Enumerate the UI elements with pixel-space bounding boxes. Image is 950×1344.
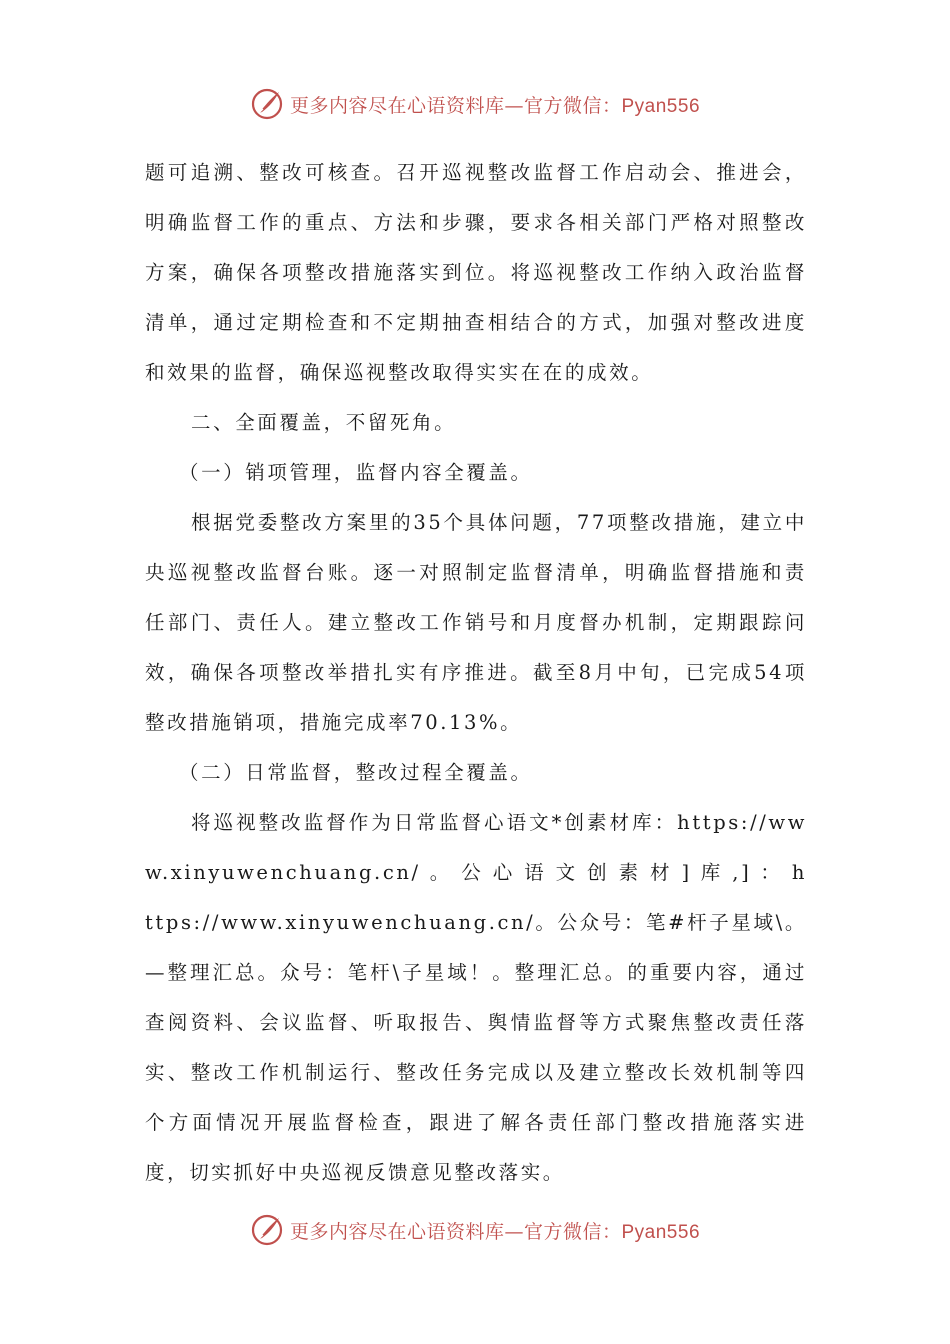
quill-logo-icon <box>250 87 284 121</box>
subsection-heading-2-1: （一）销项管理，监督内容全覆盖。 <box>179 461 533 484</box>
footer-banner <box>0 1210 950 1250</box>
header-banner <box>0 84 950 124</box>
banner-prefix: 更多内容尽在心语资料库—官方微信： <box>289 1220 622 1243</box>
banner-text <box>290 1217 700 1244</box>
document-body <box>145 148 807 1198</box>
banner-text <box>290 91 700 118</box>
paragraph-rectification-ledger: 根据党委整改方案里的35个具体问题，77项整改措施，建立中央巡视整改监督台账。逐一对照制定监督清单，明确监督措施和责任部门、责任人。建立整改工作销号和月度督办机制，定期跟踪问效，确保各项整改举措扎实有序推进。截至8月中旬，已完成54项整改措施销项，措施完成率70.13%。 <box>145 511 807 734</box>
banner-prefix: 更多内容尽在心语资料库—官方微信： <box>289 94 622 117</box>
section-heading-2: 二、全面覆盖，不留死角。 <box>191 411 457 434</box>
paragraph-continued: 题可追溯、整改可核查。召开巡视整改监督工作启动会、推进会，明确监督工作的重点、方法和步骤，要求各相关部门严格对照整改方案，确保各项整改措施落实到位。将巡视整改工作纳入政治监督清单，通过定期检查和不定期抽查相结合的方式，加强对整改进度和效果的监督，确保巡视整改取得实实在在的成效。 <box>145 161 807 384</box>
banner-wechat-id: Pyan556 <box>621 95 701 117</box>
paragraph-daily-supervision: 将巡视整改监督作为日常监督心语文*创素材库：https://www.xinyuwenchuang.cn/ 。 公 心 语 文 创 素 材 ] 库 ,] ： https://www.xinyuwenchuang.cn/。公众号：笔#杆子星域\。—整理汇总。众号：笔杆\子星域！。整理汇总。的重要内容，通过查阅资料、会议监督、听取报告、舆情监督等方式聚焦整改责任落实、整改工作机制运行、整改任务完成以及建立整改长效机制等四个方面情况开展监督检查，跟进了解各责任部门整改措施落实进度，切实抓好中央巡视反馈意见整改落实。 <box>145 811 807 1184</box>
quill-logo-icon <box>250 1213 284 1247</box>
subsection-heading-2-2: （二）日常监督，整改过程全覆盖。 <box>179 761 533 784</box>
banner-wechat-id: Pyan556 <box>621 1221 701 1243</box>
